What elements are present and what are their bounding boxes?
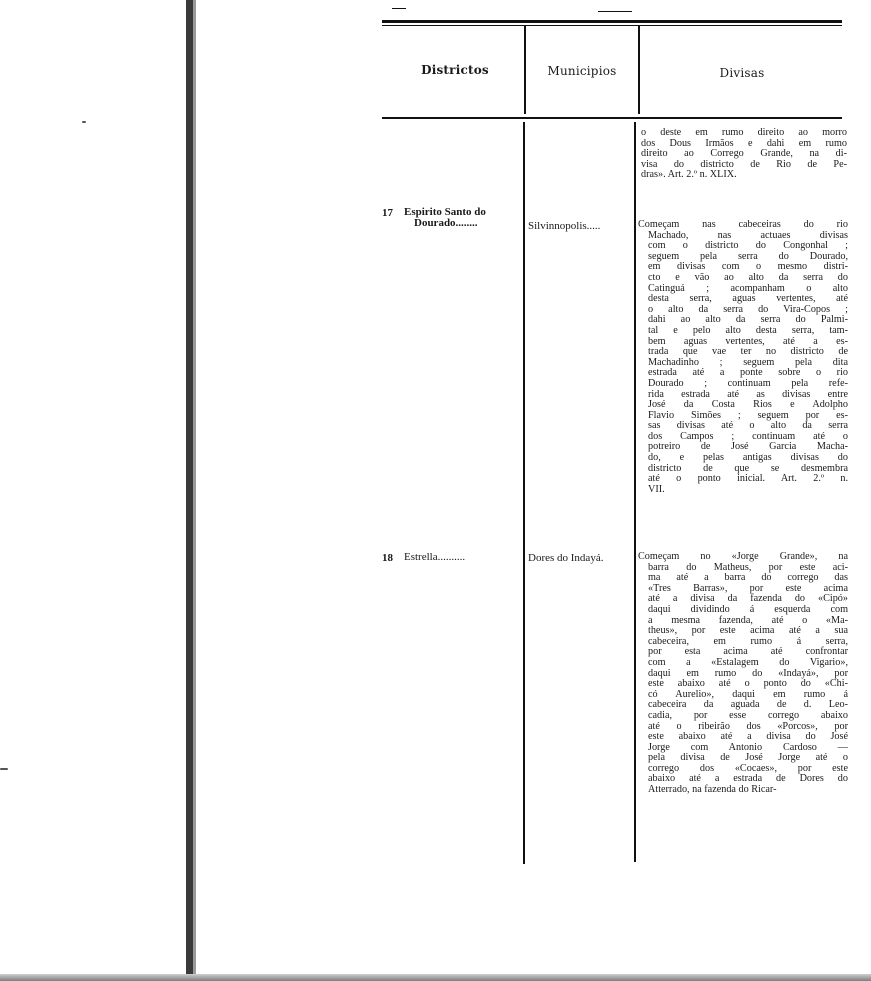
- top-mark: [392, 8, 406, 9]
- text-line: dos Campos ; continuam até o: [648, 430, 848, 442]
- text-line: cto e vão ao alto da serra do: [648, 271, 848, 283]
- district-estrella: [404, 552, 465, 563]
- text-line: VII.: [648, 483, 665, 495]
- text-line: tal e pelo alto desta serra, tam-: [648, 324, 848, 336]
- municipio-dores-do-indaya: Dores do Indayá.: [528, 552, 604, 564]
- text-line: por esta acima até confrontar: [648, 646, 848, 658]
- top-mark: [598, 11, 632, 12]
- text-line: Começam no «Jorge Grande», na: [638, 551, 848, 562]
- text-line: daqui dividindo á esquerda com: [648, 603, 848, 615]
- text-line: com a «Estalagem do Vigario»,: [648, 656, 848, 668]
- text-line: até a divisa da fazenda do «Cipó»: [648, 593, 848, 605]
- text-line: pela divisa de José Jorge até o: [648, 752, 848, 764]
- district-line: Estrella..........: [404, 551, 466, 563]
- text-line: corrego dos «Cocaes», por este: [648, 762, 848, 774]
- header-top-rule-thin: [382, 25, 842, 26]
- text-line: Dourado ; continuam pela refe-: [648, 377, 848, 389]
- text-line: com o districto do Congonhal ;: [648, 240, 848, 252]
- text-line: Machado, nas actuaes divisas: [648, 229, 848, 241]
- text-line: direito ao Corrego Grande, na di-: [641, 148, 847, 160]
- text-line: districto de que se desmembra: [648, 462, 848, 474]
- text-line: potreiro de José Garcia Macha-: [648, 441, 848, 453]
- header-divisas: Divisas: [719, 66, 765, 80]
- column-divider: [634, 122, 636, 862]
- text-line: rida estrada até as divisas entre: [648, 388, 848, 400]
- text-line: «Tres Barras», por este acima: [648, 582, 848, 594]
- text-line: daqui em rumo do «Indayá», por: [648, 667, 848, 679]
- divisas-paragraph-continuation: [641, 128, 847, 181]
- row-number-18: 18: [382, 552, 393, 564]
- text-line: até o ribeirão dos «Porcos», por: [648, 720, 848, 732]
- text-line: este abaixo até o ponto do «Chi-: [648, 678, 848, 690]
- text-line: o deste em rumo direito ao morro: [641, 127, 847, 138]
- text-line: José da Costa Rios e Adolpho: [648, 399, 848, 411]
- text-line: barra do Matheus, por este aci-: [648, 561, 848, 573]
- scan-speck: [82, 121, 86, 123]
- column-divider: [524, 26, 526, 114]
- text-line: até o ponto inicial. Art. 2.º n.: [648, 473, 848, 485]
- text-line: desta serra, aguas vertentes, até: [648, 293, 848, 305]
- divisas-paragraph-17: [638, 220, 848, 495]
- divisas-paragraph-18: [638, 552, 848, 796]
- text-line: bem aguas vertentes, até a es-: [648, 335, 848, 347]
- column-divider: [638, 26, 640, 114]
- text-line: cabeceira, em rumo á serra,: [648, 635, 848, 647]
- text-line: Catinguá ; acompanham o alto: [648, 282, 848, 294]
- page-bottom-edge: [0, 974, 871, 981]
- gutter-shadow: [193, 0, 196, 981]
- header-districtos: Districtos: [421, 63, 489, 77]
- district-line: Dourado........: [414, 217, 478, 229]
- text-line: dahi ao alto da serra do Palmi-: [648, 314, 848, 326]
- text-line: ma até a barra do corrego das: [648, 572, 848, 584]
- book-gutter: [186, 0, 193, 981]
- header-bottom-rule: [382, 117, 842, 119]
- header-top-rule: [382, 20, 842, 23]
- text-line: estrada até a ponte sobre o rio: [648, 367, 848, 379]
- text-line: este abaixo até a divisa do José: [648, 731, 848, 743]
- row-number-17: 17: [382, 207, 393, 219]
- column-divider: [523, 122, 525, 864]
- text-line: dos Dous Irmãos e dahi em rumo: [641, 137, 847, 149]
- text-line: o alto da serra do Vira-Copos ;: [648, 303, 848, 315]
- text-line: trada que vae ter no districto de: [648, 346, 848, 358]
- scan-speck: [0, 768, 8, 770]
- municipio-silvinnopolis: Silvinnopolis.....: [528, 220, 601, 232]
- text-line: visa do districto de Rio de Pe-: [641, 158, 847, 170]
- text-line: a mesma fazenda, até o «Ma-: [648, 614, 848, 626]
- text-line: Atterrado, na fazenda do Ricar-: [648, 784, 777, 796]
- text-line: Flavio Simões ; seguem por es-: [648, 409, 848, 421]
- text-line: cadia, por esse corrego abaixo: [648, 709, 848, 721]
- header-municipios: Municipios: [547, 64, 617, 78]
- text-line: sas divisas até o alto da serra: [648, 420, 848, 432]
- text-line: do, e pelas antigas divisas do: [648, 452, 848, 464]
- district-espirito-santo: [404, 207, 486, 229]
- text-line: seguem pela serra do Dourado,: [648, 250, 848, 262]
- text-line: cabeceira da aguada de d. Leo-: [648, 699, 848, 711]
- text-line: em divisas com o mesmo distri-: [648, 261, 848, 273]
- text-line: Jorge com Antonio Cardoso —: [648, 741, 848, 753]
- text-line: có Aurelio», daqui em rumo á: [648, 688, 848, 700]
- text-line: abaixo até a estrada de Dores do: [648, 773, 848, 785]
- text-line: Machadinho ; seguem pela dita: [648, 356, 848, 368]
- text-line: dras». Art. 2.º n. XLIX.: [641, 169, 737, 181]
- text-line: Começam nas cabeceiras do rio: [638, 219, 848, 230]
- district-line: Espirito Santo do: [404, 206, 486, 218]
- text-line: theus», por este acima até a sua: [648, 625, 848, 637]
